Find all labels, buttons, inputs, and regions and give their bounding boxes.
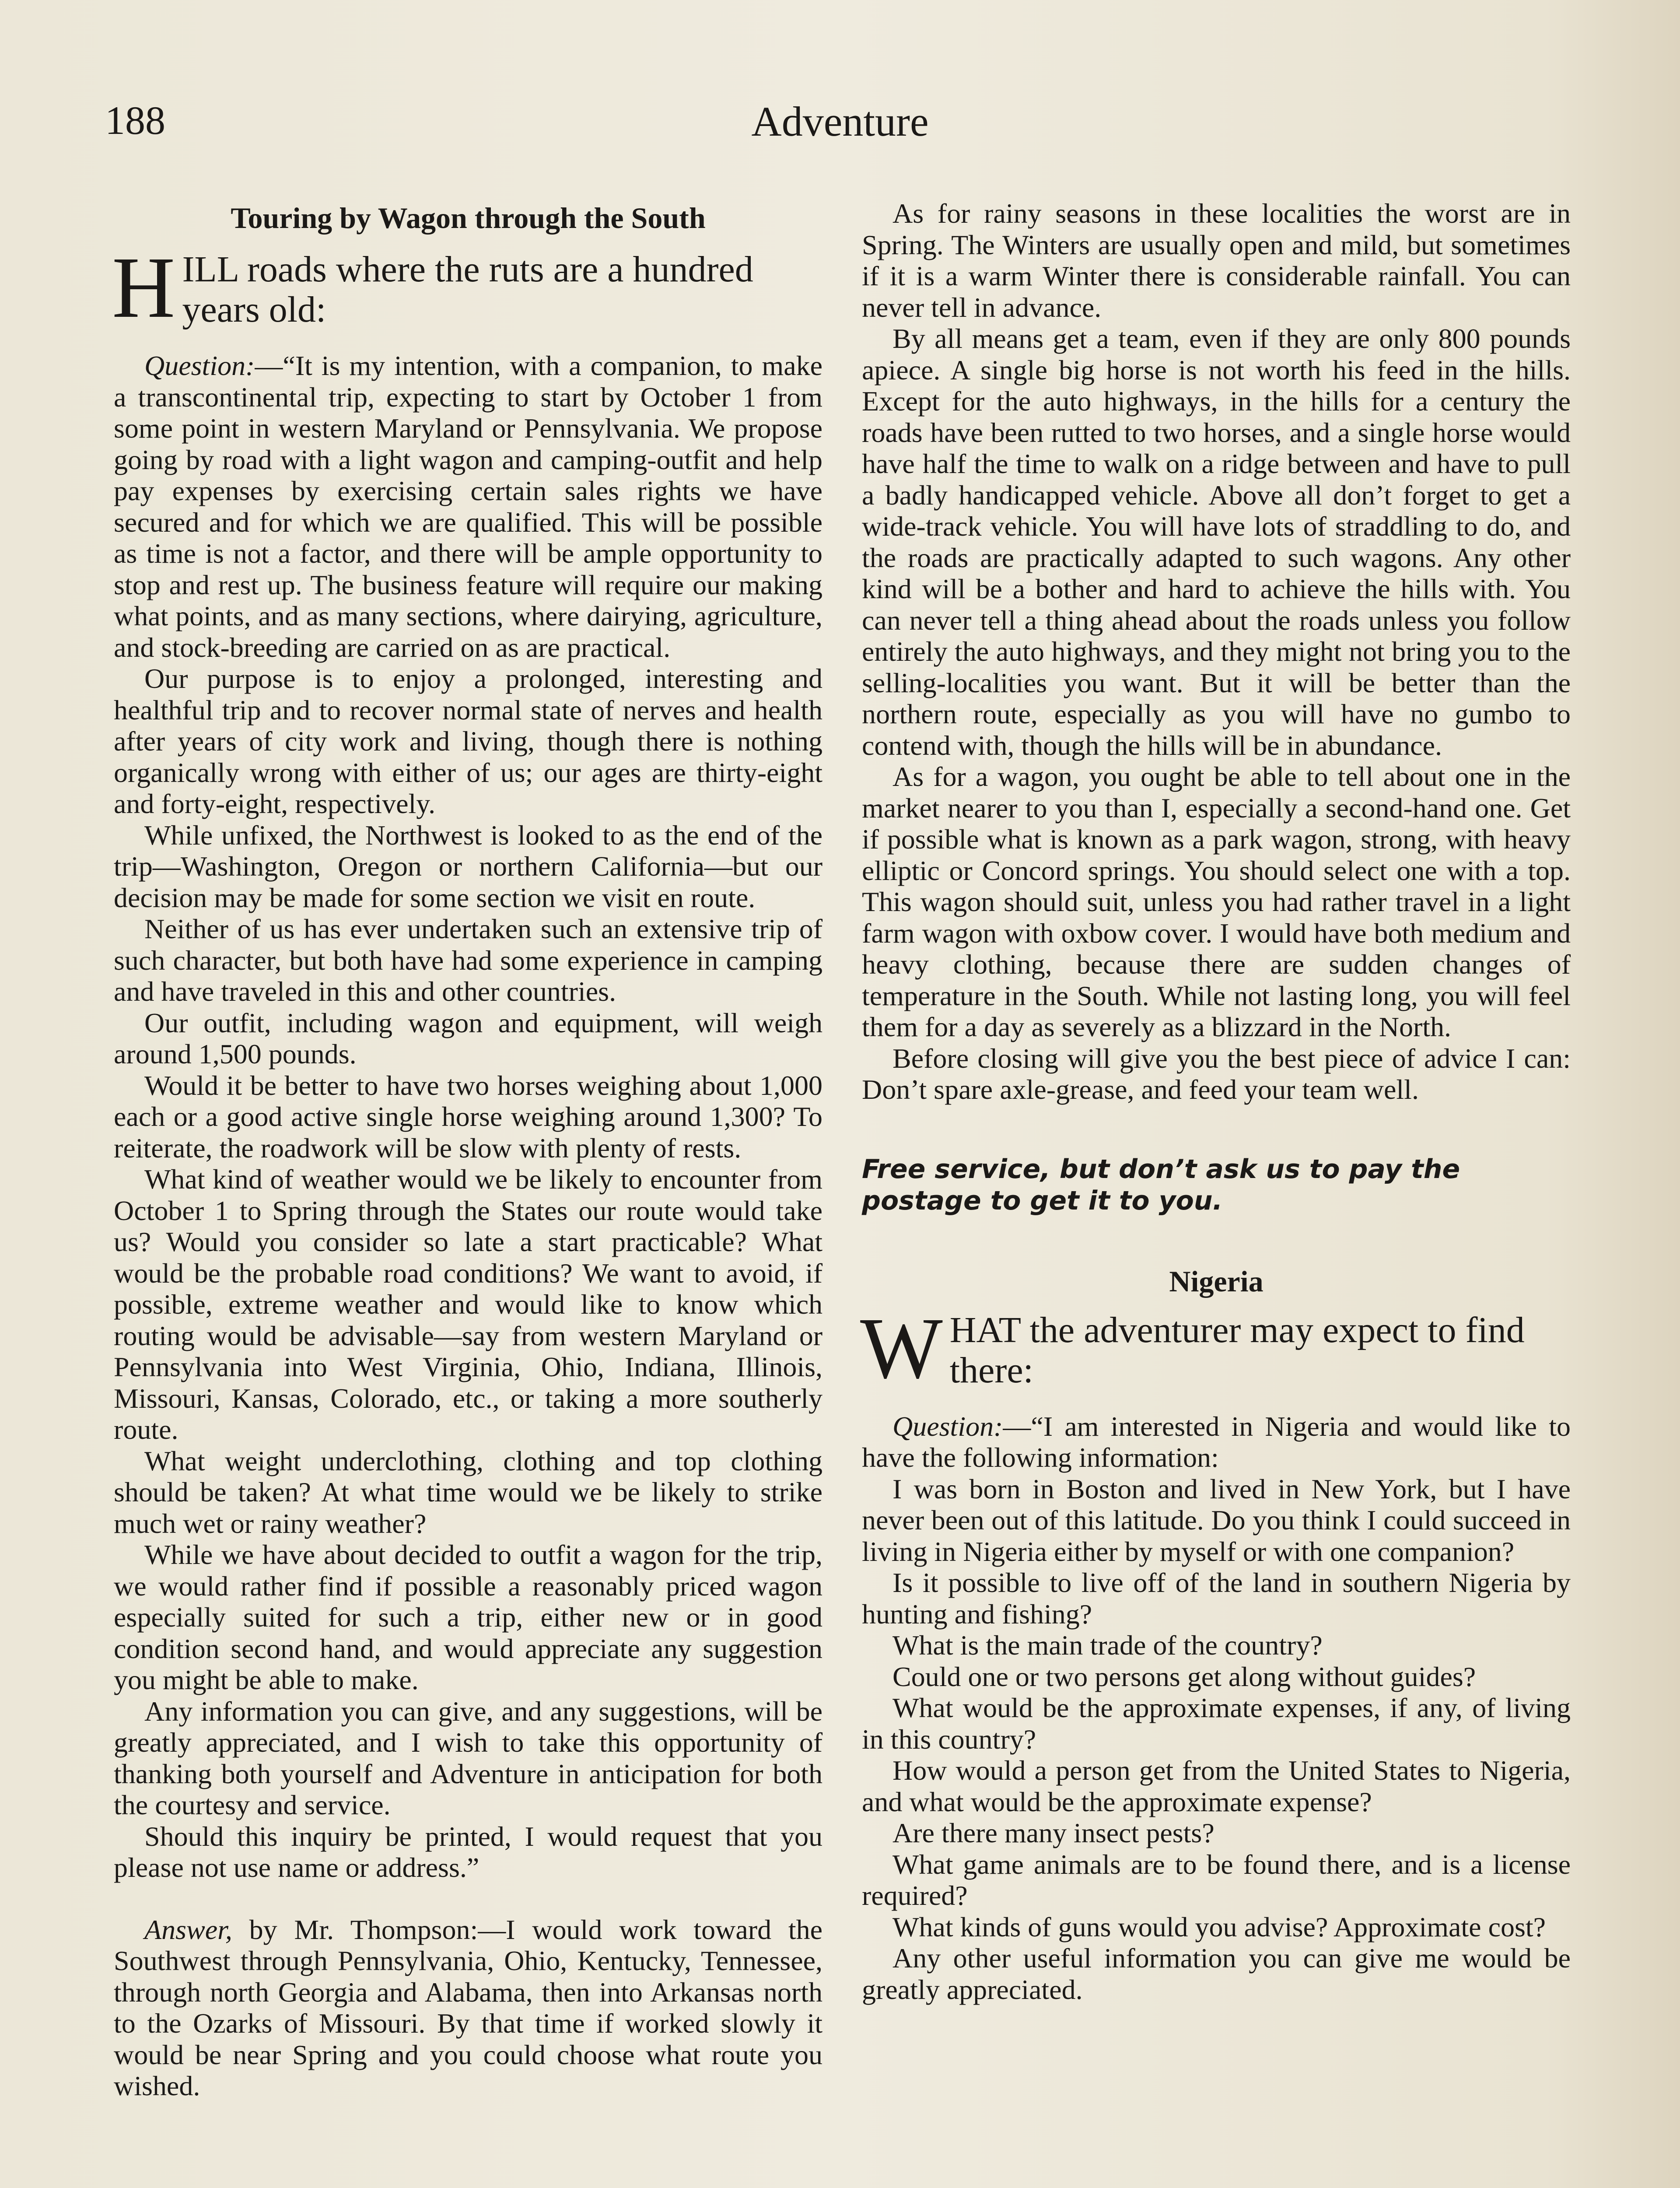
drop-cap: H (112, 239, 175, 336)
answer-paragraph: As for rainy seasons in these localities the worst are in Spring. The Winters are usually open and mild, but sometimes if it is a warm Winter there is considerable rainfall. You can never tell in advance. (862, 198, 1571, 323)
question-paragraph: I was born in Boston and lived in New York, but I have never been out of this latitude. Do you think I could succeed in living in Nigeria either by myself or with one companion? (862, 1473, 1571, 1567)
question-paragraph: What weight underclothing, clothing and top clothing should be taken? At what time would we be likely to strike much wet or rainy weather? (114, 1445, 822, 1539)
question-lead: Question: (892, 1410, 1003, 1442)
question-paragraph: Should this inquiry be printed, I would request that you please not use name or address.” (114, 1820, 822, 1883)
question-paragraph: Question:—“I am interested in Nigeria and would like to have the following information: (862, 1410, 1571, 1473)
free-service-notice: Free service, but don’t ask us to pay the postage to get it to you. (862, 1154, 1460, 1216)
page-number: 188 (105, 98, 165, 143)
question-paragraph: What game animals are to be found there, and is a license required? (862, 1848, 1571, 1911)
question-lead: Question: (144, 350, 255, 381)
answer-paragraph: Answer, by Mr. Thompson:—I would work toward the Southwest through Pennsylvania, Ohio, Kentucky, Tennessee, through north Georgia and Alabama, then into Arkansas north to the Ozarks of Missouri. By that time if worked slowly it would be near Spring and you could choose what route you wished. (114, 1914, 822, 2101)
right-column (862, 198, 1571, 2005)
question-paragraph: Our purpose is to enjoy a prolonged, interesting and healthful trip and to recover normal state of nerves and health after years of city work and living, though there is nothing organically wrong with either of us; our ages are thirty-eight and forty-eight, respectively. (114, 663, 822, 819)
answer-paragraph: As for a wagon, you ought be able to tell about one in the market nearer to you than I, especially a second-hand one. Get if possible what is known as a park wagon, strong, with heavy elliptic or Concord springs. You should select one with a top. This wagon should suit, unless you had rather travel in a light farm wagon with oxbow cover. I would have both medium and heavy clothing, because there are sudden changes of temperature in the South. While not lasting long, you will feel them for a day as severely as a blizzard in the North. (862, 761, 1571, 1042)
answer-lead: Answer, (144, 1914, 232, 1945)
section-title-touring: Touring by Wagon through the South (231, 201, 706, 235)
section-intro-nigeria (860, 1300, 1571, 1397)
question-paragraph: How would a person get from the United States to Nigeria, and what would be the approximate expense? (862, 1755, 1571, 1817)
question-paragraph: Any information you can give, and any suggestions, will be greatly appreciated, and I wish to take this opportunity of thanking both yourself and Adventure in anticipation for both the courtesy and service. (114, 1695, 822, 1820)
question-paragraph: Could one or two persons get along without guides? (892, 1661, 1476, 1692)
answer-paragraph: Before closing will give you the best piece of advice I can: Don’t spare axle-grease, and feed your team well. (862, 1042, 1571, 1105)
section-title-nigeria: Nigeria (1169, 1264, 1264, 1298)
question-paragraph: Question:—“It is my intention, with a companion, to make a transcontinental trip, expecting to start by October 1 from some point in western Maryland or Pennsylvania. We propose going by road with a light wagon and camping-outfit and help pay expenses by exercising certain sales rights we have secured and for which we are qualified. This will be possible as time is not a factor, and there will be ample opportunity to stop and rest up. The business feature will require our making what points, and as many sections, where dairying, agriculture, and stock-breeding are carried on as are practical. (114, 350, 822, 663)
question-paragraph: While unfixed, the Northwest is looked to as the end of the trip—Washington, Oregon or northern California—but our decision may be made for some section we visit en route. (114, 819, 822, 913)
question-paragraph: What kinds of guns would you advise? Approximate cost? (892, 1911, 1546, 1943)
question-paragraph: What kind of weather would we be likely to encounter from October 1 to Spring through the States our route would take us? Would you consider so late a start practicable? What would be the probable road conditions? We want to avoid, if possible, extreme weather and would like to know which routing would be advisable—say from western Maryland or Pennsylvania into West Virginia, Ohio, Indiana, Illinois, Missouri, Kansas, Colorado, etc., or taking a more southerly route. (114, 1164, 822, 1445)
question-paragraph: Our outfit, including wagon and equipment, will weigh around 1,500 pounds. (114, 1007, 822, 1069)
question-paragraph: Would it be better to have two horses weighing about 1,000 each or a good active single horse weighing around 1,300? To reiterate, the roadwork will be slow with plenty of rests. (114, 1069, 822, 1164)
question-paragraph: Is it possible to live off of the land in southern Nigeria by hunting and fishing? (862, 1567, 1571, 1630)
question-paragraph: Neither of us has ever undertaken such an extensive trip of such character, but both have had some experience in camping and have traveled in this and other countries. (114, 913, 822, 1007)
intro-text: HAT the adventurer may expect to find there: (949, 1309, 1525, 1391)
section-intro-touring (112, 239, 822, 336)
question-paragraph: While we have about decided to outfit a wagon for the trip, we would rather find if possible a reasonably priced wagon especially suited for such a trip, either new or in good condition second hand, and would appreciate any suggestion you might be able to make. (114, 1539, 822, 1695)
running-head: Adventure (751, 98, 929, 145)
question-paragraph: What would be the approximate expenses, if any, of living in this country? (862, 1692, 1571, 1755)
left-column (114, 200, 822, 2102)
question-paragraph: What is the main trade of the country? (892, 1630, 1323, 1661)
drop-cap: W (860, 1300, 943, 1397)
question-paragraph: Are there many insect pests? (892, 1817, 1214, 1848)
intro-text: ILL roads where the ruts are a hundred years old: (182, 249, 753, 330)
question-paragraph: Any other useful information you can give me would be greatly appreciated. (862, 1943, 1571, 2005)
answer-paragraph: By all means get a team, even if they are only 800 pounds apiece. A single big horse is not worth his feed in the hills. Except for the auto highways, in the hills for a century the roads have been rutted to two horses, and a single horse would have half the time to walk on a ridge between and have to pull a badly handicapped vehicle. Above all don’t forget to get a wide-track vehicle. You will have lots of straddling to do, and the roads are practically adapted to such wagons. Any other kind will be a bother and hard to achieve the hills with. You can never tell a thing ahead about the roads unless you follow entirely the auto highways, and they might not bring you to the selling-localities you want. But it will be better than the northern route, especially as you will have no gumbo to contend with, though the hills will be in abundance. (862, 323, 1571, 761)
